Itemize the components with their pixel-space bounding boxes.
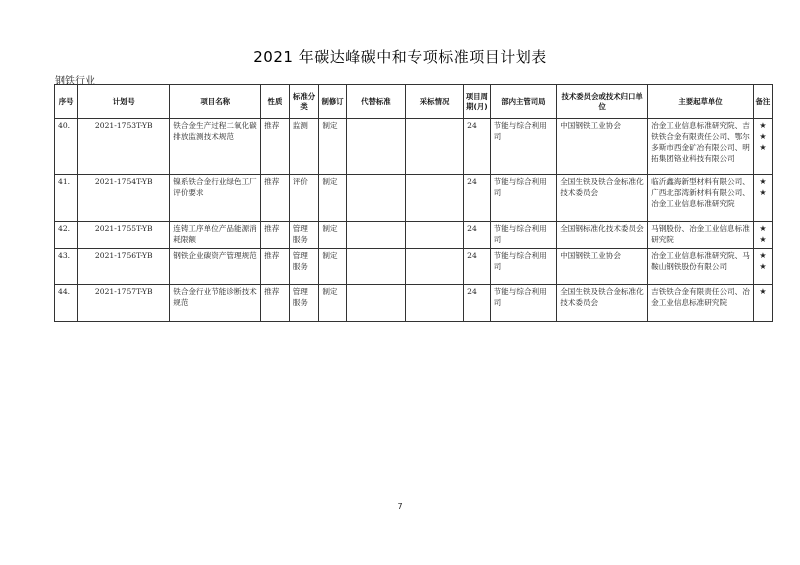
cell-committee: 全国钢标准化技术委员会 [557, 222, 648, 249]
cell-note [753, 222, 772, 249]
cell-note [753, 249, 772, 285]
cell-drafters: 冶金工业信息标准研究院、吉铁铁合金有限责任公司、鄂尔多斯市西金矿冶有限公司、明拓集团铬业科技有限公司 [648, 119, 754, 175]
cell-name: 铁合金行业节能诊断技术规范 [170, 285, 261, 322]
cell-name: 镍系铁合金行业绿色工厂评价要求 [170, 175, 261, 222]
star-icon: ★ [759, 287, 767, 296]
header-period: 项目周期(月) [464, 85, 490, 119]
cell-plan-no: 2021-1755T-YB [78, 222, 170, 249]
standards-plan-table [54, 84, 773, 322]
cell-note [753, 119, 772, 175]
cell-category: 管理服务 [289, 222, 319, 249]
cell-seq: 40. [55, 119, 78, 175]
cell-dept: 节能与综合利用司 [490, 285, 557, 322]
cell-category: 评价 [289, 175, 319, 222]
cell-adopt [406, 249, 464, 285]
cell-category: 管理服务 [289, 249, 319, 285]
cell-adopt [406, 175, 464, 222]
document-title: 2021 年碳达峰碳中和专项标准项目计划表 [253, 48, 547, 66]
star-icon: ★ [759, 262, 767, 271]
cell-replace [346, 222, 405, 249]
star-icon: ★ [759, 224, 767, 233]
cell-committee: 中国钢铁工业协会 [557, 119, 648, 175]
cell-replace [346, 175, 405, 222]
cell-revise: 制定 [319, 285, 346, 322]
cell-adopt [406, 285, 464, 322]
header-plan-no: 计划号 [78, 85, 170, 119]
cell-plan-no: 2021-1754T-YB [78, 175, 170, 222]
cell-revise: 制定 [319, 249, 346, 285]
cell-plan-no: 2021-1756T-YB [78, 249, 170, 285]
table-row [55, 222, 773, 249]
cell-name: 钢铁企业碳资产管理规范 [170, 249, 261, 285]
cell-period: 24 [464, 119, 490, 175]
table-row [55, 175, 773, 222]
cell-replace [346, 249, 405, 285]
header-adopt: 采标情况 [406, 85, 464, 119]
star-icon: ★ [759, 251, 767, 260]
cell-period: 24 [464, 249, 490, 285]
cell-nature: 推荐 [261, 119, 290, 175]
cell-category: 管理服务 [289, 285, 319, 322]
cell-seq: 41. [55, 175, 78, 222]
table-row [55, 119, 773, 175]
cell-note [753, 175, 772, 222]
cell-adopt [406, 119, 464, 175]
cell-seq: 42. [55, 222, 78, 249]
cell-revise: 制定 [319, 222, 346, 249]
section-label: 钢铁行业 [55, 76, 95, 87]
header-nature: 性质 [261, 85, 290, 119]
table-header-row [55, 85, 773, 119]
cell-nature: 推荐 [261, 249, 290, 285]
page-number: 7 [397, 502, 403, 511]
cell-dept: 节能与综合利用司 [490, 249, 557, 285]
cell-plan-no: 2021-1757T-YB [78, 285, 170, 322]
cell-dept: 节能与综合利用司 [490, 119, 557, 175]
table-row [55, 285, 773, 322]
cell-seq: 43. [55, 249, 78, 285]
header-dept: 部内主管司局 [490, 85, 557, 119]
cell-committee: 中国钢铁工业协会 [557, 249, 648, 285]
cell-note [753, 285, 772, 322]
cell-seq: 44. [55, 285, 78, 322]
cell-dept: 节能与综合利用司 [490, 175, 557, 222]
cell-nature: 推荐 [261, 285, 290, 322]
header-revise: 制修订 [319, 85, 346, 119]
cell-drafters: 临沂鑫海新型材料有限公司、广西北部湾新材料有限公司、冶金工业信息标准研究院 [648, 175, 754, 222]
cell-replace [346, 285, 405, 322]
cell-dept: 节能与综合利用司 [490, 222, 557, 249]
header-committee: 技术委员会或技术归口单位 [557, 85, 648, 119]
star-icon: ★ [759, 177, 767, 186]
cell-period: 24 [464, 222, 490, 249]
header-category: 标准分类 [289, 85, 319, 119]
cell-period: 24 [464, 285, 490, 322]
cell-name: 铁合金生产过程二氧化碳排放监测技术规范 [170, 119, 261, 175]
header-name: 项目名称 [170, 85, 261, 119]
cell-period: 24 [464, 175, 490, 222]
cell-revise: 制定 [319, 175, 346, 222]
header-drafters: 主要起草单位 [648, 85, 754, 119]
cell-committee: 全国生铁及铁合金标准化技术委员会 [557, 175, 648, 222]
header-replace: 代替标准 [346, 85, 405, 119]
star-icon: ★ [759, 235, 767, 244]
cell-drafters: 马钢股份、冶金工业信息标准研究院 [648, 222, 754, 249]
cell-drafters: 吉铁铁合金有限责任公司、冶金工业信息标准研究院 [648, 285, 754, 322]
cell-name: 连铸工序单位产品能源消耗限额 [170, 222, 261, 249]
cell-category: 监测 [289, 119, 319, 175]
table-row [55, 249, 773, 285]
cell-adopt [406, 222, 464, 249]
cell-nature: 推荐 [261, 222, 290, 249]
header-note: 备注 [753, 85, 772, 119]
header-seq: 序号 [55, 85, 78, 119]
star-icon: ★ [759, 143, 767, 152]
cell-nature: 推荐 [261, 175, 290, 222]
cell-drafters: 冶金工业信息标准研究院、马鞍山钢铁股份有限公司 [648, 249, 754, 285]
cell-revise: 制定 [319, 119, 346, 175]
star-icon: ★ [759, 188, 767, 197]
cell-replace [346, 119, 405, 175]
star-icon: ★ [759, 132, 767, 141]
cell-plan-no: 2021-1753T-YB [78, 119, 170, 175]
star-icon: ★ [759, 121, 767, 130]
cell-committee: 全国生铁及铁合金标准化技术委员会 [557, 285, 648, 322]
